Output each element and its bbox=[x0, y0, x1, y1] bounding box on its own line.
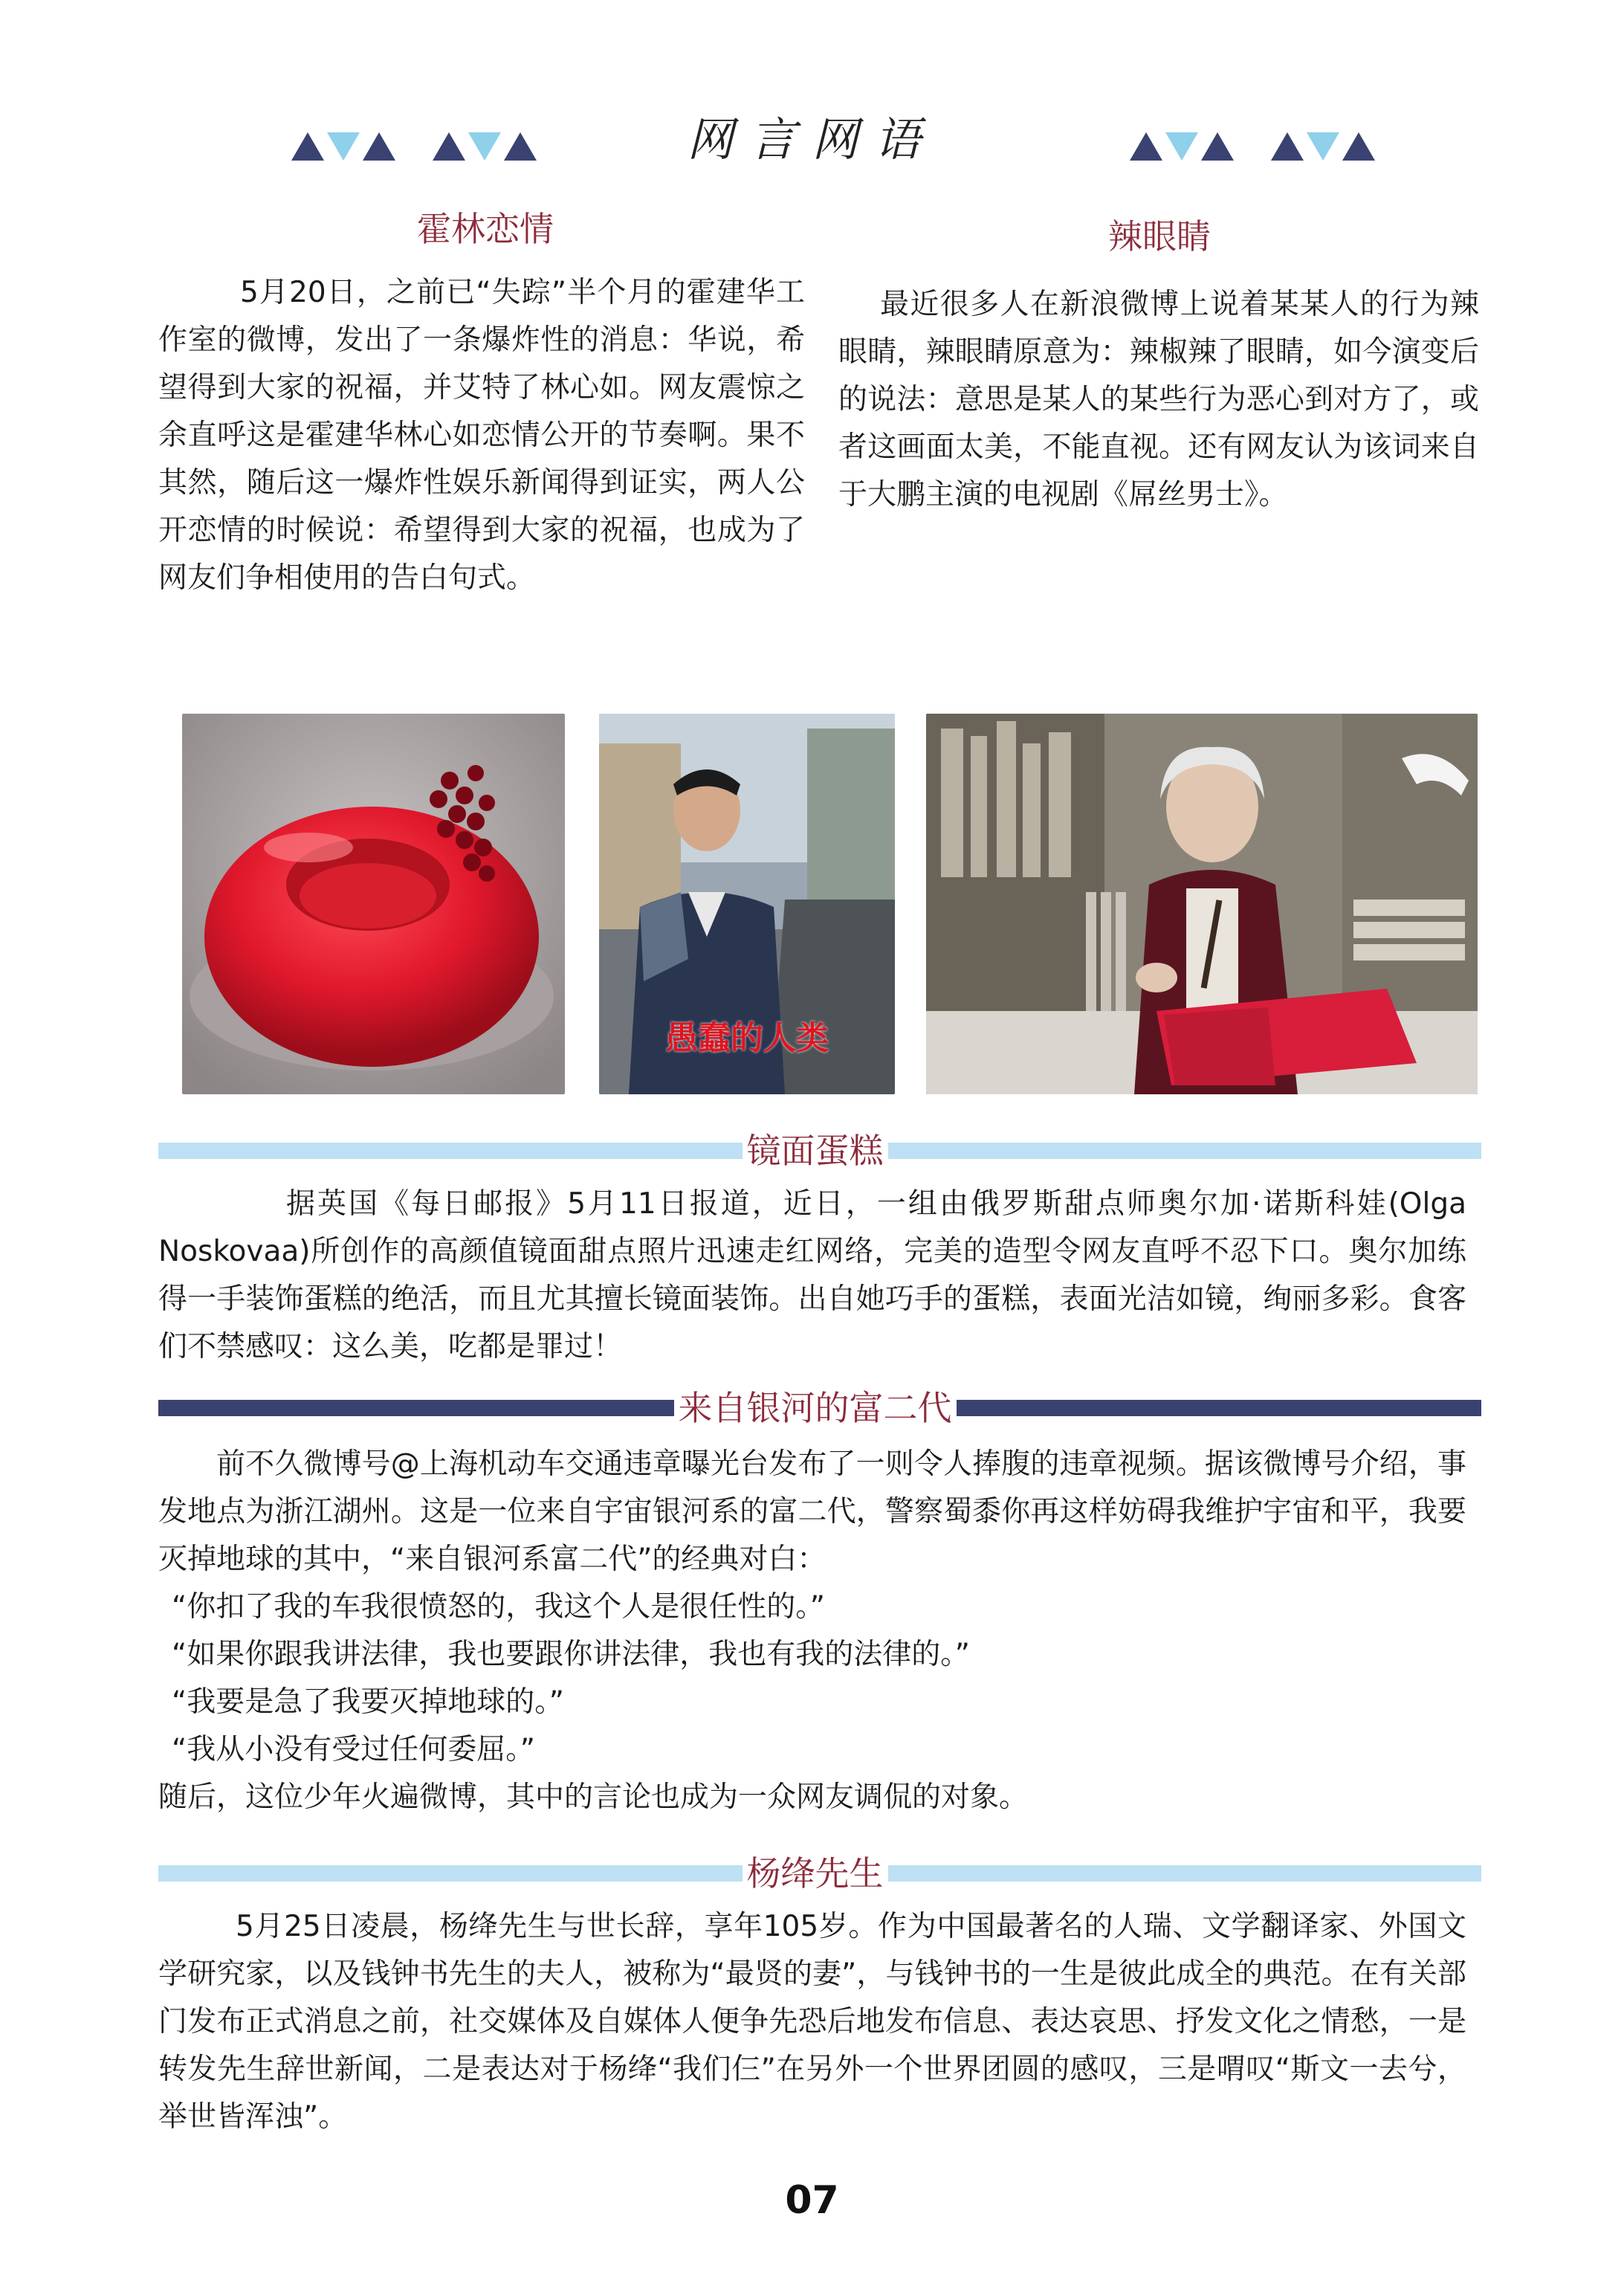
section-title-galaxy: 来自银河的富二代 bbox=[674, 1388, 957, 1428]
section-title-wrap-mirror-cake bbox=[0, 1128, 1624, 1173]
section-title-mirror-cake: 镜面蛋糕 bbox=[743, 1131, 888, 1171]
photo-caption: 愚蠢的人类 bbox=[665, 1019, 829, 1057]
right-column-text: 最近很多人在新浪微博上说着某某人的行为辣眼睛，辣眼睛原意为：辣椒辣了眼睛，如今演变后的说法：意思是某人的某些行为恶心到对方了，或者这画面太美，不能直视。还有网友认为该词来自于大鹏主演的电视剧《屌丝男士》。 bbox=[838, 288, 1479, 511]
galaxy-quote: “我要是急了我要灭掉地球的。” bbox=[172, 1685, 564, 1719]
mirror-cake-photo bbox=[182, 714, 565, 1094]
yang-jiang-text: 5月25日凌晨，杨绛先生与世长辞，享年105岁。作为中国最著名的人瑞、文学翻译家、外国文学研究家，以及钱钟书先生的夫人，被称为“最贤的妻”，与钱钟书的一生是彼此成全的典范。在有关部门发布正式消息之前，社交媒体及自媒体人便争先恐后地发布信息、表达哀思、抒发文化之情愁，一是转发先生辞世新闻，二是表达对于杨绛“我们仨”在另外一个世界团圆的感叹，三是喟叹“斯文一去兮，举世皆浑浊”。 bbox=[158, 1910, 1466, 2134]
mirror-cake-text: 据英国《每日邮报》5月11日报道，近日，一组由俄罗斯甜点师奥尔加·诺斯科娃(Olga Noskovaa)所创作的高颜值镜面甜点照片迅速走红网络，完美的造型令网友直呼不忍下口。奥尔加练得一手装饰蛋糕的绝活，而且尤其擅长镜面装饰。出自她巧手的蛋糕，表面光洁如镜，绚丽多彩。食客们不禁感叹：这么美，吃都是罪过！ bbox=[158, 1187, 1466, 1363]
galaxy-intro: 前不久微博号@上海机动车交通违章曝光台发布了一则令人捧腹的违章视频。据该微博号介绍，事发地点为浙江湖州。这是一位来自宇宙银河系的富二代，警察蜀黍你再这样妨碍我维护宇宙和平，我要灭掉地球的其中，“来自银河系富二代”的经典对白： bbox=[158, 1447, 1466, 1576]
page-number: 07 bbox=[785, 2178, 839, 2223]
galaxy-section-body bbox=[158, 1441, 1466, 1821]
decorative-triangles-right bbox=[1130, 132, 1375, 162]
page-title: 网言网语 bbox=[687, 112, 937, 167]
galaxy-quote: “我从小没有受过任何委屈。” bbox=[172, 1733, 535, 1766]
yang-jiang-photo bbox=[926, 714, 1478, 1094]
left-column-text: 5月20日，之前已“失踪”半个月的霍建华工作室的微博，发出了一条爆炸性的消息：华说，希望得到大家的祝福，并艾特了林心如。网友震惊之余直呼这是霍建华林心如恋情公开的节奏啊。果不其然，随后这一爆炸性娱乐新闻得到证实，两人公开恋情的时候说：希望得到大家的祝福，也成为了网友们争相使用的告白句式。 bbox=[158, 276, 805, 595]
section-title-wrap-yang-jiang bbox=[0, 1851, 1624, 1896]
right-column-title: 辣眼睛 bbox=[1108, 216, 1211, 256]
galaxy-quote: “如果你跟我讲法律，我也要跟你讲法律，我也有我的法律的。” bbox=[172, 1638, 970, 1671]
young-man-photo bbox=[599, 714, 895, 1094]
section-title-wrap-galaxy bbox=[0, 1386, 1624, 1430]
galaxy-quote: “你扣了我的车我很愤怒的，我这个人是很任性的。” bbox=[172, 1590, 825, 1624]
left-column-title: 霍林恋情 bbox=[417, 209, 554, 249]
section-title-yang-jiang: 杨绛先生 bbox=[743, 1853, 888, 1893]
decorative-triangles-left bbox=[291, 132, 537, 162]
galaxy-outro: 随后，这位少年火遍微博，其中的言论也成为一众网友调侃的对象。 bbox=[158, 1780, 1029, 1814]
